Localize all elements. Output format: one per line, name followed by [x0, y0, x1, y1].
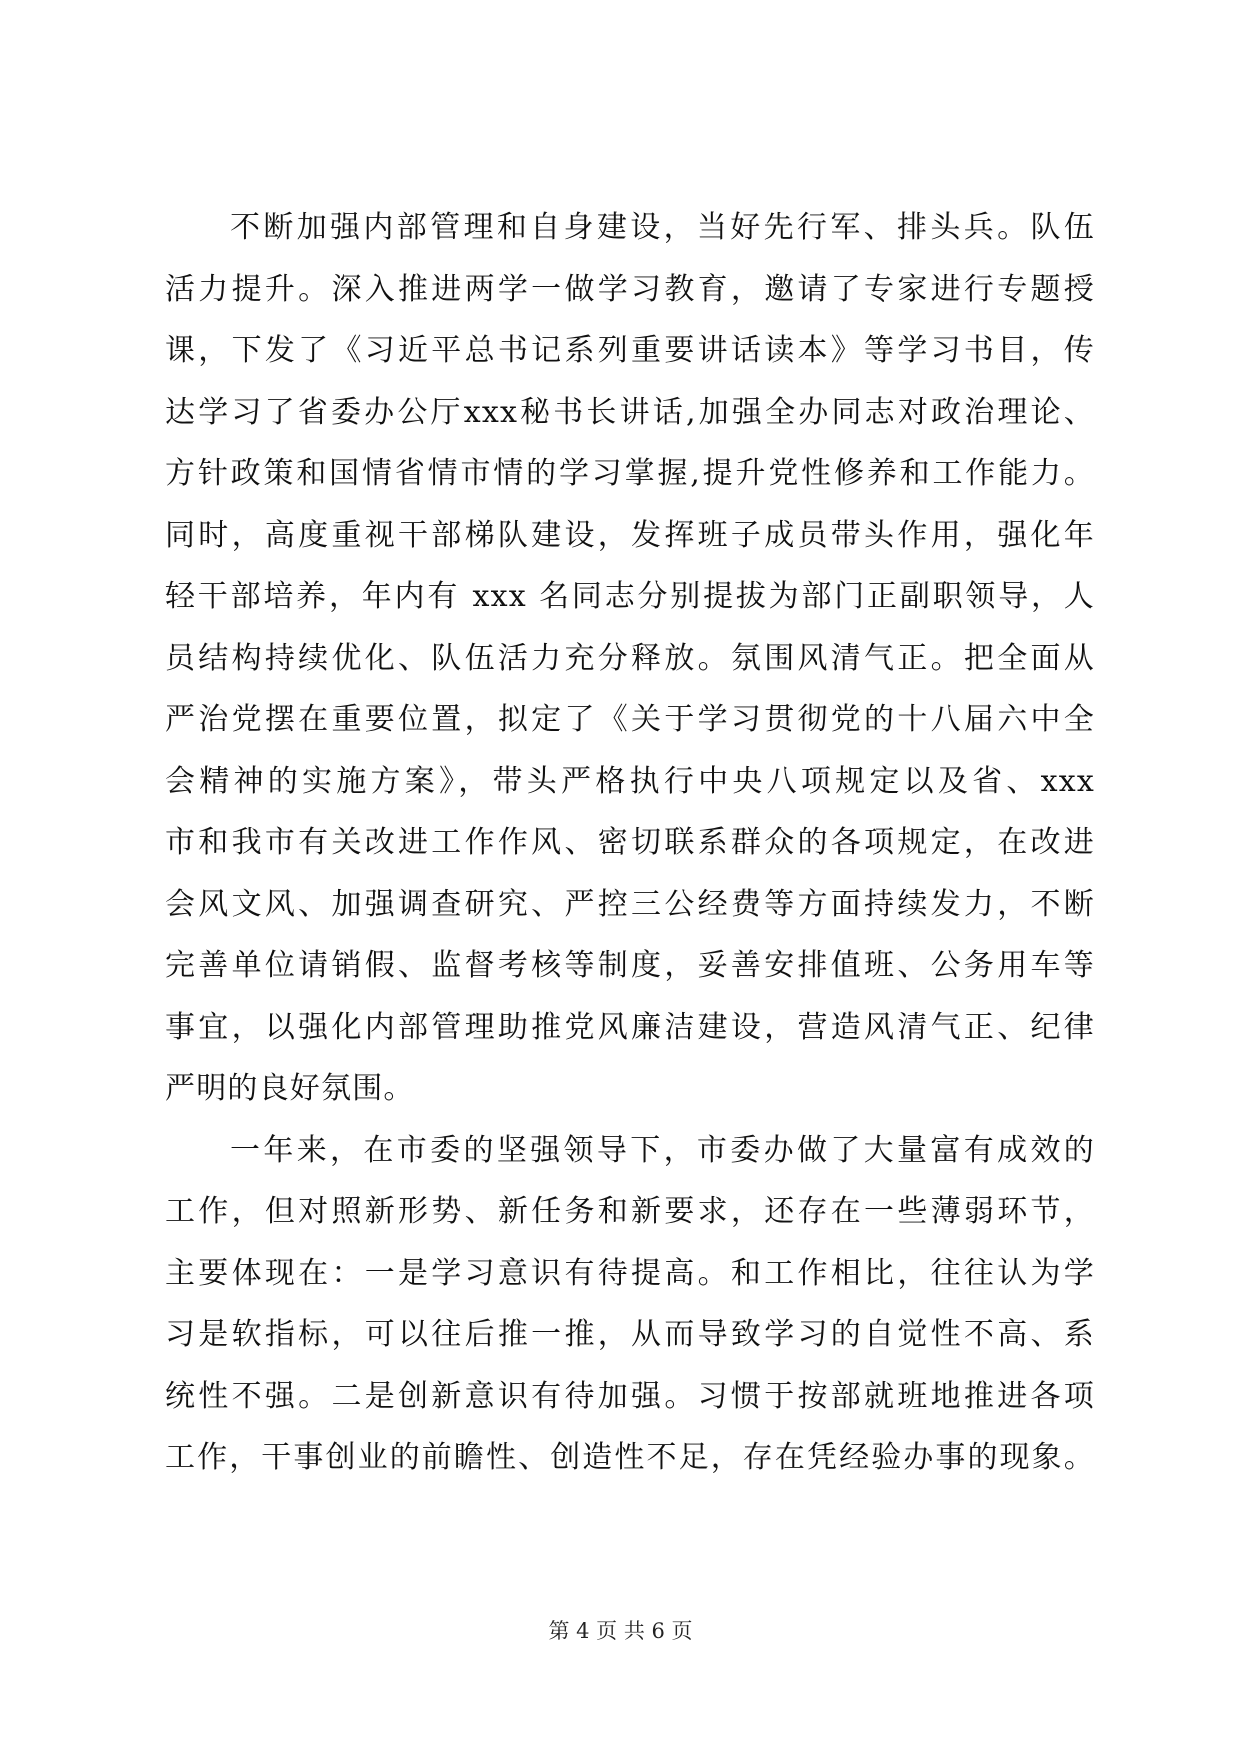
text-line: 严治党摆在重要位置，拟定了《关于学习贯彻党的十八届六中全	[165, 702, 1095, 737]
text-line: 完善单位请销假、监督考核等制度，妥善安排值班、公务用车等	[165, 948, 1095, 983]
text-line: 一年来，在市委的坚强领导下，市委办做了大量富有成效的	[230, 1132, 1095, 1168]
text-line: 市和我市有关改进工作作风、密切联系群众的各项规定，在改进	[165, 825, 1095, 860]
text-line: 课，下发了《习近平总书记系列重要讲话读本》等学习书目，传	[165, 333, 1095, 368]
text-line: 不断加强内部管理和自身建设，当好先行军、排头兵。队伍	[230, 210, 1095, 245]
text-line: 轻干部培养，年内有 xxx 名同志分别提拔为部门正副职领导，人	[165, 579, 1095, 614]
text-line: 活力提升。深入推进两学一做学习教育，邀请了专家进行专题授	[165, 271, 1095, 307]
text-line: 主要体现在：一是学习意识有待提高。和工作相比，往往认为学	[165, 1255, 1095, 1291]
text-line: 达学习了省委办公厅xxx秘书长讲话,加强全办同志对政治理论、	[165, 394, 1095, 430]
text-line: 同时，高度重视干部梯队建设，发挥班子成员带头作用，强化年	[165, 517, 1095, 553]
text-line: 工作，但对照新形势、新任务和新要求，还存在一些薄弱环节，	[165, 1194, 1095, 1229]
text-line: 严明的良好氛围。	[165, 1071, 415, 1106]
text-line: 方针政策和国情省情市情的学习掌握,提升党性修养和工作能力。	[165, 456, 1095, 491]
text-line: 事宜，以强化内部管理助推党风廉洁建设，营造风清气正、纪律	[165, 1009, 1095, 1045]
paragraph-2	[165, 1120, 1095, 1489]
text-line: 会风文风、加强调查研究、严控三公经费等方面持续发力，不断	[165, 886, 1095, 922]
page-number-label: 第 4 页 共 6 页	[548, 1619, 693, 1643]
paragraph-1	[165, 197, 1095, 1120]
page-footer	[0, 1616, 1241, 1646]
body-text	[165, 197, 1095, 1489]
text-line: 员结构持续优化、队伍活力充分释放。氛围风清气正。把全面从	[165, 640, 1095, 676]
text-line: 会精神的实施方案》，带头严格执行中央八项规定以及省、xxx	[165, 763, 1095, 799]
text-line: 习是软指标，可以往后推一推，从而导致学习的自觉性不高、系	[165, 1317, 1095, 1352]
text-line: 工作，干事创业的前瞻性、创造性不足，存在凭经验办事的现象。	[165, 1440, 1095, 1475]
text-line: 统性不强。二是创新意识有待加强。习惯于按部就班地推进各项	[165, 1378, 1095, 1414]
